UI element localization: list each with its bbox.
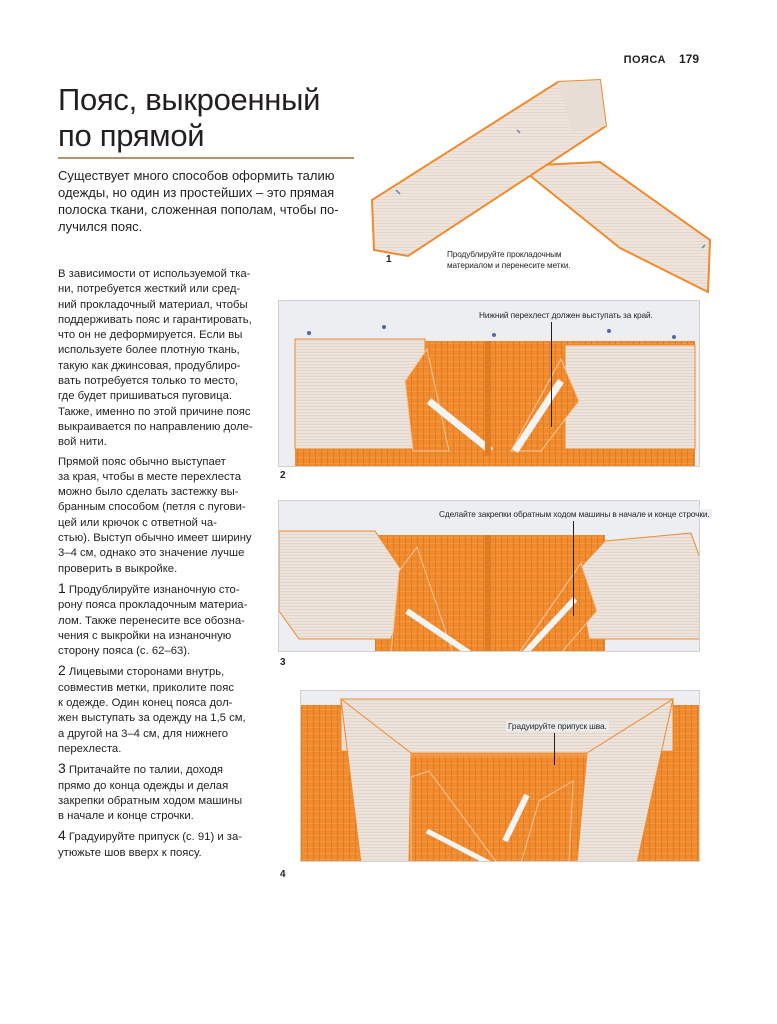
lead-line: лучился пояс. bbox=[58, 219, 143, 234]
page-number: 179 bbox=[678, 52, 699, 66]
title-rule bbox=[58, 157, 354, 159]
text-line: вой нити. bbox=[58, 436, 107, 449]
text-line: утюжьте шов вверх к поясу. bbox=[58, 846, 202, 859]
text-line: стью). Выступ обычно имеет ширину bbox=[58, 532, 252, 545]
figure-4-callout: Градуируйте припуск шва. bbox=[508, 721, 607, 731]
text-line: жен выступать за одежду на 1,5 см, bbox=[58, 712, 246, 725]
figure-2-callout: Нижний перехлест должен выступать за край. bbox=[479, 310, 653, 320]
figure-4-callout-line bbox=[554, 733, 555, 765]
page-title bbox=[58, 82, 358, 154]
text-line bbox=[58, 761, 270, 778]
section-name: ПОЯСА bbox=[623, 54, 666, 66]
text-line: проверить в выкройке. bbox=[58, 562, 178, 575]
step-4 bbox=[58, 828, 270, 861]
lead-line: одежды, но один из простейших – это прямая bbox=[58, 185, 335, 200]
caption-line: материалом и перенесите метки. bbox=[447, 260, 571, 270]
body-paragraph-2 bbox=[58, 455, 270, 577]
text-line: бранным способом (петля с пугови- bbox=[58, 501, 246, 514]
figure-4-number: 4 bbox=[280, 869, 286, 880]
title-line-1: Пояс, выкроенный bbox=[58, 82, 321, 117]
step-2 bbox=[58, 663, 270, 757]
step-number: 2 bbox=[58, 662, 66, 679]
text-line: закрепки обратным ходом машины bbox=[58, 794, 243, 807]
step-text: Лицевыми сторонами внутрь, bbox=[65, 666, 225, 679]
text-line: В зависимости от используемой тка- bbox=[58, 268, 251, 280]
figure-4-photo bbox=[300, 690, 700, 862]
stitched-waistband-illustration bbox=[279, 501, 700, 652]
figure-3-number: 3 bbox=[280, 657, 286, 668]
text-line: а другой на 3–4 см, для нижнего bbox=[58, 727, 228, 740]
body-text bbox=[58, 267, 270, 865]
figure-1-caption bbox=[447, 250, 570, 271]
text-line: вать потребуется только то место, bbox=[58, 375, 239, 388]
text-line: поддерживать пояс и гарантировать, bbox=[58, 313, 252, 326]
text-line: перехлеста. bbox=[58, 742, 122, 755]
text-line: лом. Также перенесите все обозна- bbox=[58, 614, 245, 627]
step-number: 4 bbox=[58, 827, 66, 844]
text-line: ний прокладочный материал, чтобы bbox=[58, 298, 248, 311]
body-paragraph-1 bbox=[58, 267, 270, 451]
text-line: можно было сделать застежку вы- bbox=[58, 486, 239, 499]
text-line: совместив метки, приколите пояс bbox=[58, 681, 234, 694]
text-line: Прямой пояс обычно выступает bbox=[58, 455, 226, 468]
lead-paragraph bbox=[58, 167, 358, 235]
text-line: используете более плотную ткань, bbox=[58, 344, 240, 357]
lead-line: Существует много способов оформить талию bbox=[58, 168, 335, 183]
text-line: рону пояса прокладочным материа- bbox=[58, 599, 248, 612]
text-line bbox=[58, 663, 270, 680]
text-line: за края, чтобы в месте перехлеста bbox=[58, 470, 241, 483]
step-text: Притачайте по талии, доходя bbox=[65, 764, 224, 777]
figure-2-photo bbox=[278, 300, 700, 467]
text-line: сторону пояса (с. 62–63). bbox=[58, 645, 191, 658]
text-line: что он не деформируется. Если вы bbox=[58, 329, 243, 342]
step-text: Градуируйте припуск (с. 91) и за- bbox=[65, 831, 243, 844]
step-1 bbox=[58, 581, 270, 659]
text-line: в начале и конце строчки. bbox=[58, 810, 194, 823]
figure-2-number: 2 bbox=[280, 470, 286, 481]
text-line: к одежде. Один конец пояса дол- bbox=[58, 697, 233, 710]
figure-3-photo bbox=[278, 500, 700, 652]
figure-1-number: 1 bbox=[386, 254, 392, 265]
step-number: 3 bbox=[58, 760, 66, 777]
text-line: прямо до конца одежды и делая bbox=[58, 779, 229, 792]
text-line bbox=[58, 581, 270, 598]
text-line: чения с выкройки на изнаночную bbox=[58, 629, 232, 642]
text-line: Также, именно по этой причине пояс bbox=[58, 405, 251, 418]
figure-2-callout-line bbox=[551, 322, 552, 427]
figure-3-callout: Сделайте закрепки обратным ходом машины в начале и конце строчки. bbox=[439, 509, 710, 519]
text-line: где будет пришиваться пуговица. bbox=[58, 390, 233, 403]
pinned-waistband-illustration bbox=[279, 301, 700, 467]
text-line: такую как джинсовая, продублиро- bbox=[58, 359, 241, 372]
text-line bbox=[58, 828, 270, 845]
title-line-2: по прямой bbox=[58, 118, 205, 153]
lead-line: полоска ткани, сложенная пополам, чтобы по- bbox=[58, 202, 339, 217]
figure-3-callout-line bbox=[573, 521, 574, 616]
step-3 bbox=[58, 761, 270, 824]
caption-line: Продублируйте прокладочным bbox=[447, 250, 562, 259]
step-number: 1 bbox=[58, 579, 66, 596]
text-line: 3–4 см, однако это значение лучше bbox=[58, 547, 245, 560]
text-line: выкраивается по направлению доле- bbox=[58, 420, 253, 433]
running-header bbox=[624, 52, 699, 66]
text-line: ни, потребуется жесткий или сред- bbox=[58, 283, 241, 296]
step-text: Продублируйте изнаночную сто- bbox=[65, 583, 240, 596]
text-line: цей или крючок с ответной ча- bbox=[58, 516, 217, 529]
graded-seam-illustration bbox=[301, 691, 700, 862]
